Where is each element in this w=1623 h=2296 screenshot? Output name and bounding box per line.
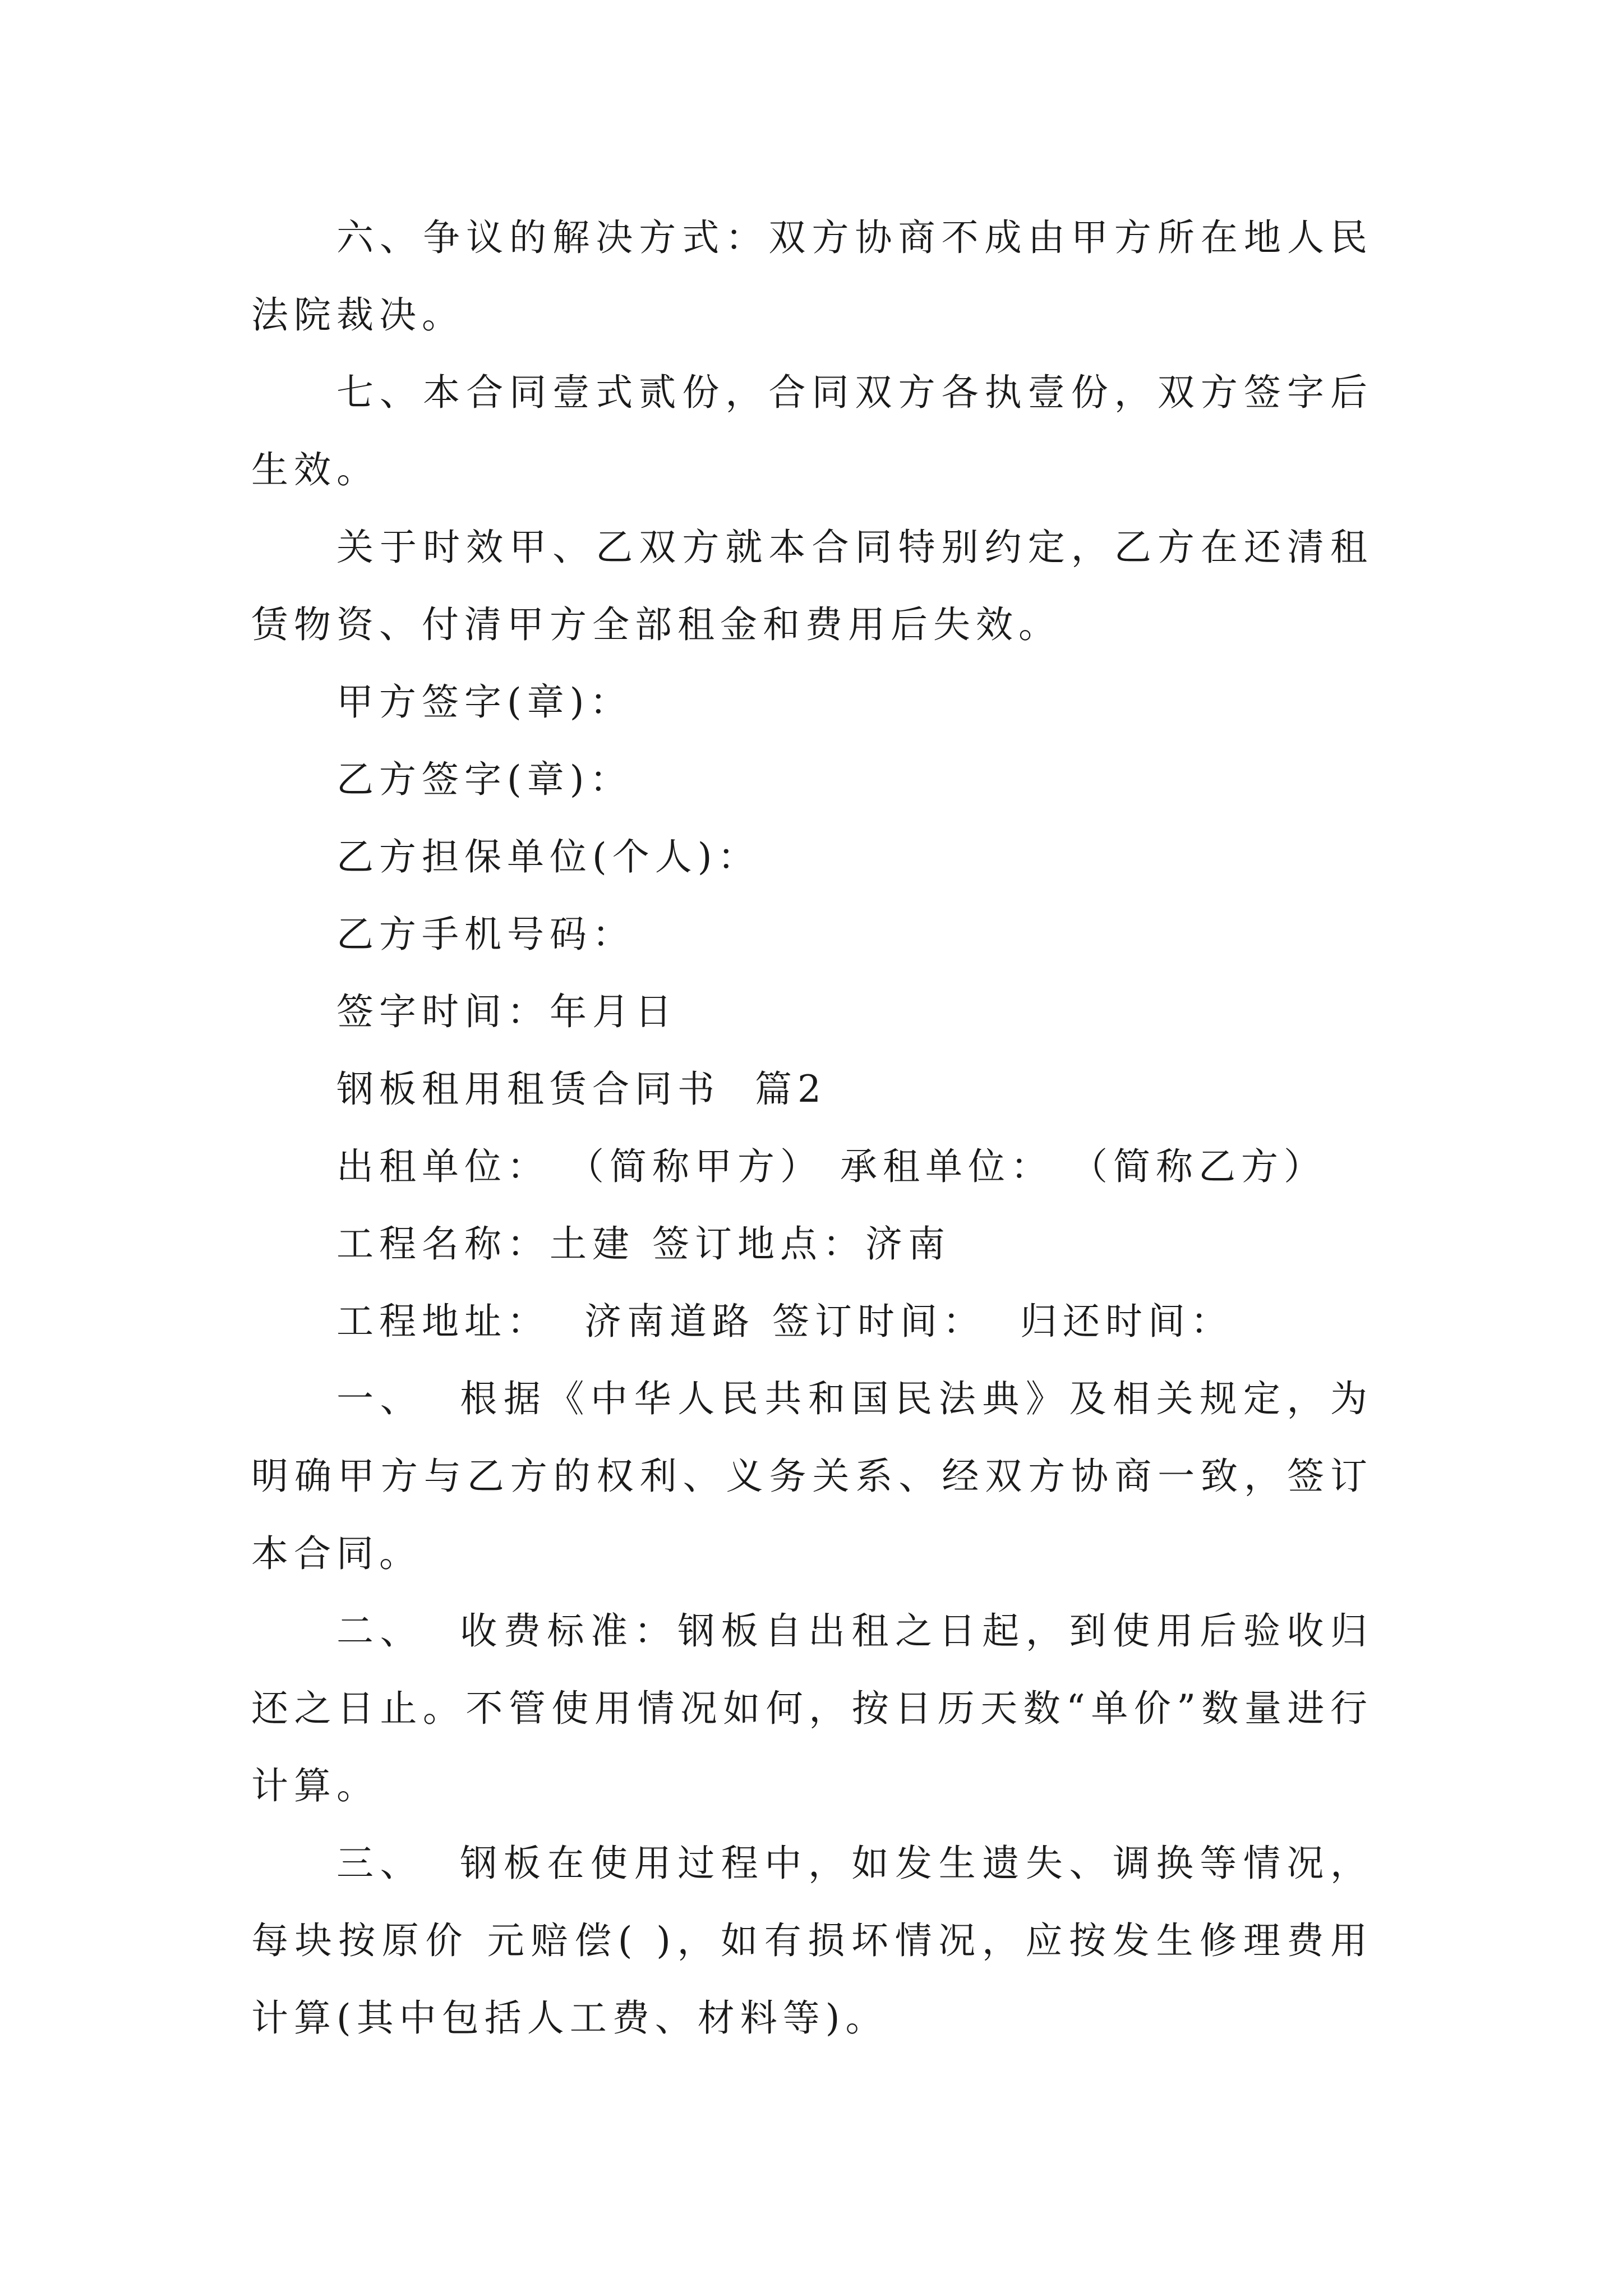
party-b-phone-line: 乙方手机号码： — [336, 913, 635, 956]
project-address-line: 工程地址： 济南道路 签订时间： 归还时间： — [336, 1300, 1233, 1343]
party-b-signature-line: 乙方签字(章)： — [336, 758, 633, 801]
validity-paragraph: 关于时效甲、乙双方就本合同特别约定，乙方在还清租赁物资、付清甲方全部租金和费用后失效。 — [251, 526, 1373, 646]
signing-date-line: 签字时间：年月日 — [336, 990, 677, 1033]
document-body — [251, 199, 1373, 2057]
clause-3-loss-compensation: 三、 钢板在使用过程中，如发生遗失、调换等情况，每块按原价 元赔偿( )，如有损坏情况，应按发生修理费用计算(其中包括人工费、材料等)。 — [251, 1842, 1373, 2040]
section-heading: 钢板租用租赁合同书 篇2 — [336, 1068, 827, 1111]
party-a-signature-line: 甲方签字(章)： — [336, 680, 633, 724]
clause-2-fee-standard: 二、 收费标准：钢板自出租之日起，到使用后验收归还之日止。不管使用情况如何，按日历天数“单价”数量进行计算。 — [251, 1609, 1373, 1807]
project-name-line: 工程名称：土建 签订地点：济南 — [336, 1222, 951, 1266]
clause-7-copies: 七、本合同壹式贰份，合同双方各执壹份，双方签字后生效。 — [251, 371, 1373, 491]
clause-1-basis: 一、 根据《中华人民共和国民法典》及相关规定，为明确甲方与乙方的权利、义务关系、经双方协商一致，签订本合同。 — [251, 1377, 1373, 1575]
party-b-guarantor-line: 乙方担保单位(个人)： — [336, 835, 760, 878]
lessor-lessee-line: 出租单位： （简称甲方） 承租单位： （简称乙方） — [336, 1145, 1326, 1188]
clause-6-dispute-resolution: 六、争议的解决方式：双方协商不成由甲方所在地人民法院裁决。 — [251, 216, 1373, 337]
